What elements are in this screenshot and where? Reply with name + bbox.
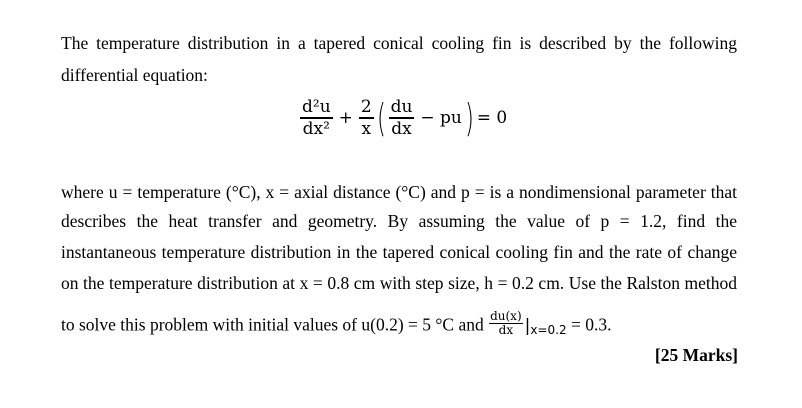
body-line-4: on the temperature distribution at x = 0.8 cm with step size, h = 0.2 cm. Use the Ralston method bbox=[61, 273, 737, 293]
differential-equation bbox=[297, 90, 510, 146]
initial-values-text: to solve this problem with initial values of u(0.2) = 5 °C and bbox=[61, 314, 484, 335]
evaluation-subscript: x=0.2 bbox=[530, 322, 567, 337]
plus-operator: + bbox=[338, 108, 353, 128]
derivative-value: = 0.3. bbox=[571, 314, 612, 335]
derivative-fraction bbox=[489, 310, 523, 337]
term2-numerator: 2 bbox=[360, 97, 372, 118]
term2-denominator: x bbox=[361, 118, 372, 139]
two-over-x-fraction bbox=[359, 97, 374, 138]
body-line-2: describes the heat transfer and geometry. By assuming the value of p = 1.2, find the bbox=[61, 211, 737, 231]
inner-numerator: du bbox=[390, 97, 413, 118]
intro-line-1: The temperature distribution in a tapered conical cooling fin is described by the following bbox=[61, 33, 737, 53]
minus-pu-term: − pu bbox=[420, 108, 462, 128]
derivative-denominator: dx bbox=[498, 323, 514, 337]
derivative-numerator: du(x) bbox=[490, 309, 522, 323]
term1-numerator: d²u bbox=[302, 97, 331, 118]
term1-denominator: dx² bbox=[302, 118, 330, 139]
open-parenthesis: ( bbox=[376, 96, 386, 140]
inner-denominator: dx bbox=[391, 118, 412, 139]
intro-line-2: differential equation: bbox=[61, 65, 208, 85]
first-derivative-fraction bbox=[389, 97, 415, 138]
body-line-3: instantaneous temperature distribution in the tapered conical cooling fin and the rate of change bbox=[61, 242, 737, 262]
evaluation-bar: | bbox=[524, 315, 531, 336]
close-parenthesis: ) bbox=[464, 96, 474, 140]
equals-zero: = 0 bbox=[476, 108, 508, 128]
marks-label: [25 Marks] bbox=[654, 345, 738, 365]
second-derivative-fraction bbox=[300, 97, 333, 138]
body-line-5 bbox=[61, 309, 737, 340]
body-line-1: where u = temperature (°C), x = axial distance (°C) and p = is a nondimensional parameter that bbox=[61, 182, 737, 202]
